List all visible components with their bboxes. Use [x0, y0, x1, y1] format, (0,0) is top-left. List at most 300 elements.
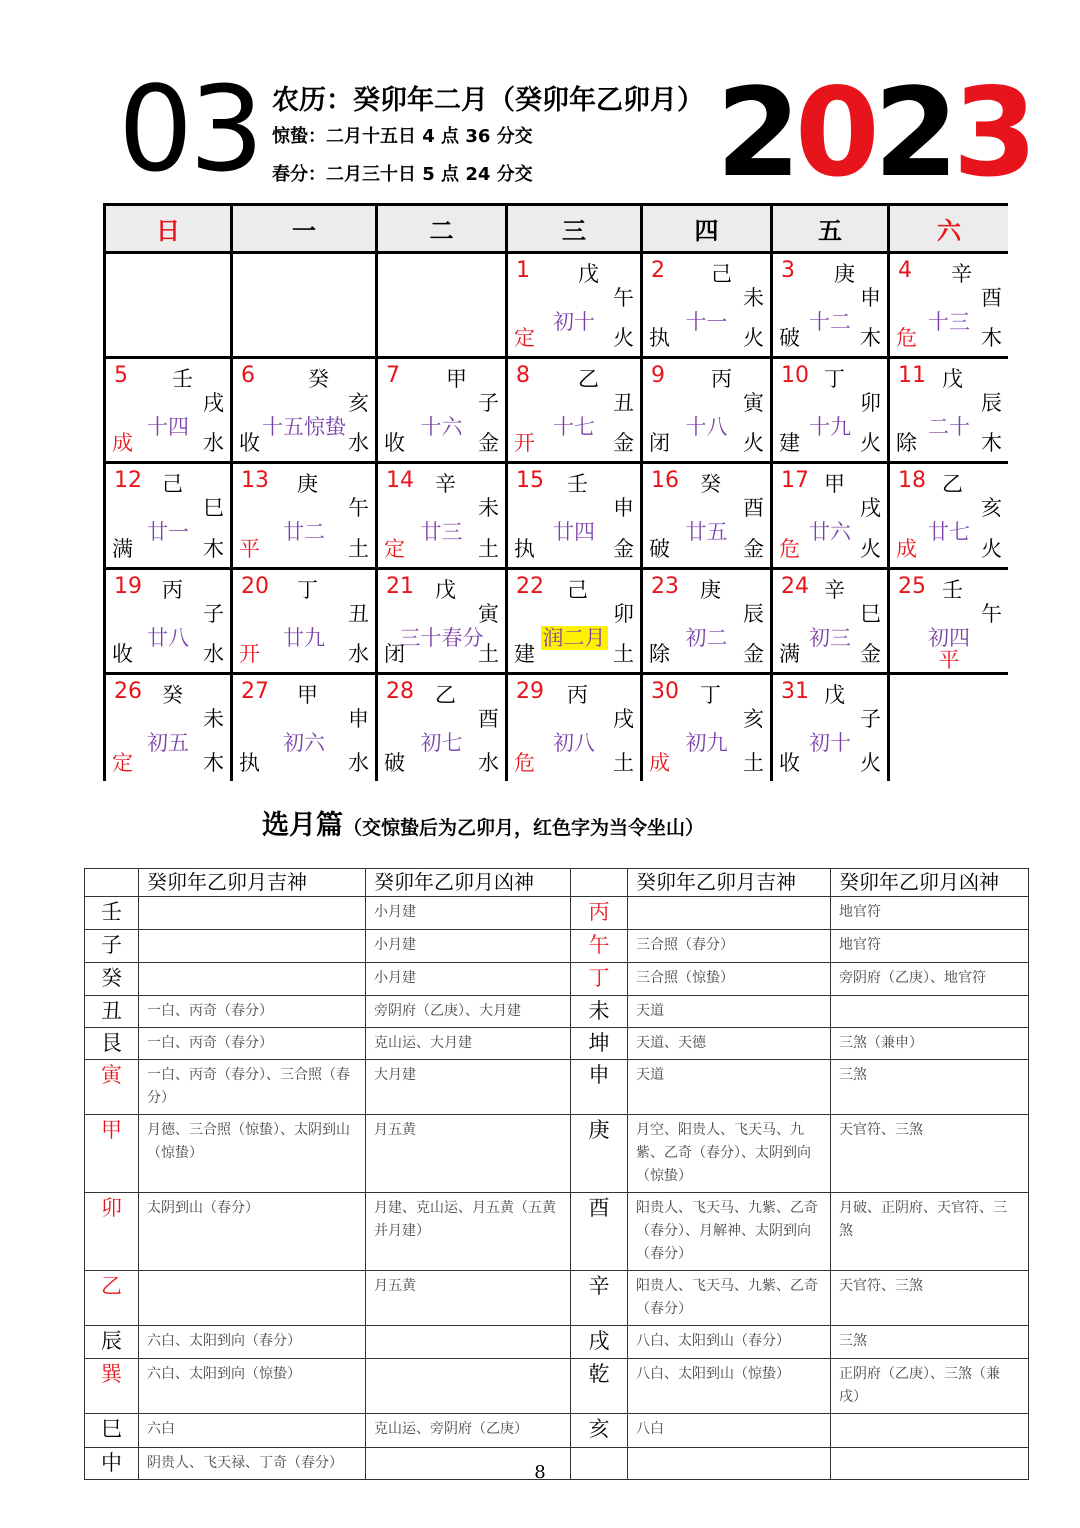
mountain-label: 巳 — [85, 1414, 139, 1448]
five-element: 金 — [478, 431, 499, 455]
day-number: 23 — [651, 574, 679, 599]
earthly-branch: 未 — [743, 286, 764, 310]
heavenly-stem: 丙 — [711, 367, 732, 391]
five-element: 火 — [860, 537, 881, 561]
heavenly-stem: 庚 — [700, 578, 721, 602]
day-number: 18 — [898, 468, 926, 493]
day-number: 4 — [898, 258, 912, 283]
lunar-date-text: 初六 — [283, 731, 325, 755]
day-cell — [773, 675, 890, 781]
earthly-branch: 卯 — [860, 391, 881, 415]
table-header-row — [85, 869, 1029, 897]
day-cell — [106, 570, 233, 675]
day-officer: 建 — [514, 642, 535, 666]
inauspicious-spirits: 月建、克山运、月五黄（五黄并月建） — [366, 1193, 571, 1271]
lunar-date-text: 廿二 — [283, 520, 325, 544]
auspicious-spirits — [628, 897, 831, 930]
weekday-header: 四 — [643, 206, 773, 254]
heavenly-stem: 乙 — [942, 472, 963, 496]
five-element: 火 — [981, 537, 1002, 561]
inauspicious-spirits — [831, 996, 1029, 1028]
heavenly-stem: 甲 — [446, 367, 467, 391]
earthly-branch: 巳 — [860, 602, 881, 626]
five-element: 水 — [203, 642, 224, 666]
inauspicious-spirits: 小月建 — [366, 963, 571, 996]
five-element: 土 — [478, 642, 499, 666]
inauspicious-spirits: 天官符、三煞 — [831, 1271, 1029, 1326]
earthly-branch: 午 — [981, 602, 1002, 626]
lunar-date-text: 润二月 — [542, 626, 606, 650]
day-cell — [508, 359, 643, 464]
earthly-branch: 申 — [613, 496, 634, 520]
auspicious-spirits: 一白、丙奇（春分） — [139, 996, 366, 1028]
header-info — [272, 84, 704, 194]
inauspicious-spirits: 旁阴府（乙庚）、地官符 — [831, 963, 1029, 996]
inauspicious-spirits — [366, 1326, 571, 1359]
auspicious-spirits: 月德、三合照（惊蛰）、太阴到山（惊蛰） — [139, 1115, 366, 1193]
inauspicious-spirits: 克山运、旁阴府（乙庚） — [366, 1414, 571, 1448]
day-officer: 破 — [649, 537, 670, 561]
day-officer: 除 — [649, 642, 670, 666]
inauspicious-spirits: 克山运、大月建 — [366, 1028, 571, 1060]
lunar-date-text: 十四 — [147, 415, 189, 439]
lunar-date-text: 廿九 — [283, 626, 325, 650]
auspicious-spirits: 月空、阳贵人、飞天马、九紫、乙奇（春分）、太阴到向（惊蛰） — [628, 1115, 831, 1193]
five-element: 土 — [613, 751, 634, 775]
auspicious-spirits: 一白、丙奇（春分）、三合照（春分） — [139, 1060, 366, 1115]
day-number: 8 — [516, 363, 530, 388]
auspicious-spirits — [139, 930, 366, 963]
earthly-branch: 寅 — [743, 391, 764, 415]
earthly-branch: 未 — [478, 496, 499, 520]
day-officer: 成 — [112, 431, 133, 455]
heavenly-stem: 甲 — [824, 472, 845, 496]
lunar-date-text: 二十 — [928, 415, 970, 439]
five-element: 水 — [348, 751, 369, 775]
year-digit: 0 — [794, 62, 874, 204]
day-officer: 开 — [514, 431, 535, 455]
mountain-label: 辛 — [571, 1271, 628, 1326]
mountain-label: 寅 — [85, 1060, 139, 1115]
day-officer: 满 — [112, 537, 133, 561]
day-officer: 开 — [239, 642, 260, 666]
lunar-date-text: 廿八 — [147, 626, 189, 650]
table-row — [85, 1193, 1029, 1271]
earthly-branch: 午 — [348, 496, 369, 520]
day-cell — [233, 675, 378, 781]
lunar-date-text: 初七 — [420, 731, 463, 755]
day-officer: 除 — [896, 431, 917, 455]
earthly-branch: 戌 — [860, 496, 881, 520]
day-officer: 满 — [779, 642, 800, 666]
inauspicious-spirits: 小月建 — [366, 930, 571, 963]
day-cell — [890, 359, 1008, 464]
heavenly-stem: 己 — [162, 472, 183, 496]
inauspicious-spirits: 地官符 — [831, 897, 1029, 930]
day-number: 30 — [651, 679, 679, 704]
auspicious-spirits: 太阴到山（春分） — [139, 1193, 366, 1271]
day-cell — [508, 254, 643, 359]
mountain-label: 丑 — [85, 996, 139, 1028]
mountain-label: 丙 — [571, 897, 628, 930]
day-number: 7 — [386, 363, 400, 388]
lunar-date-text: 十七 — [553, 415, 595, 439]
lunar-date-text: 初二 — [685, 626, 728, 650]
inauspicious-spirits: 正阴府（乙庚）、三煞（兼戌） — [831, 1359, 1029, 1414]
solar-term-jingzhe: 惊蛰：二月十五日 4 点 36 分交 — [272, 126, 533, 147]
mountain-label: 午 — [571, 930, 628, 963]
day-number: 27 — [241, 679, 269, 704]
day-number: 2 — [651, 258, 665, 283]
auspicious-spirits: 八白、太阳到山（惊蛰） — [628, 1359, 831, 1414]
heavenly-stem: 甲 — [297, 683, 318, 707]
five-element: 土 — [613, 642, 634, 666]
lunar-date-text: 初八 — [553, 731, 595, 755]
heavenly-stem: 癸 — [162, 683, 183, 707]
page-number: 8 — [534, 1462, 546, 1483]
day-cell — [378, 675, 508, 781]
day-number: 26 — [114, 679, 142, 704]
five-element: 金 — [613, 537, 634, 561]
heavenly-stem: 丁 — [297, 578, 318, 602]
auspicious-spirits: 阴贵人、飞天禄、丁奇（春分） — [139, 1448, 366, 1480]
year-digit: 2 — [873, 62, 953, 204]
section-title-main: 选月篇 — [262, 810, 343, 841]
mountain-label: 中 — [85, 1448, 139, 1480]
table-row — [85, 1060, 1029, 1115]
auspicious-spirits — [139, 963, 366, 996]
five-element: 水 — [203, 431, 224, 455]
day-officer: 破 — [384, 751, 405, 775]
day-cell — [890, 254, 1008, 359]
auspicious-spirits: 天道 — [628, 1060, 831, 1115]
heavenly-stem: 戊 — [942, 367, 963, 391]
five-element: 金 — [743, 642, 764, 666]
header-empty — [85, 869, 139, 897]
heavenly-stem: 壬 — [172, 367, 193, 391]
day-cell — [643, 570, 773, 675]
day-officer: 收 — [384, 431, 405, 455]
heavenly-stem: 辛 — [435, 472, 456, 496]
weekday-header: 五 — [773, 206, 890, 254]
five-element: 火 — [613, 326, 634, 350]
lunar-date-text: 廿六 — [809, 520, 851, 544]
day-cell — [508, 675, 643, 781]
lunar-date-text: 十九 — [809, 415, 851, 439]
lunar-date-text: 十五惊蛰 — [262, 415, 346, 439]
day-officer: 成 — [649, 751, 670, 775]
earthly-branch: 酉 — [478, 707, 499, 731]
header-auspicious: 癸卯年乙卯月吉神 — [628, 869, 831, 897]
heavenly-stem: 丁 — [824, 367, 845, 391]
day-officer: 定 — [384, 537, 405, 561]
lunar-date-text: 十六 — [420, 415, 463, 439]
auspicious-spirits: 六白、太阳到向（春分） — [139, 1326, 366, 1359]
earthly-branch: 子 — [478, 391, 499, 415]
day-cell — [773, 570, 890, 675]
auspicious-spirits: 天道 — [628, 996, 831, 1028]
day-officer: 执 — [239, 751, 260, 775]
mountain-label: 戌 — [571, 1326, 628, 1359]
lunar-date-text: 三十春分 — [399, 626, 484, 650]
day-cell — [773, 359, 890, 464]
auspicious-spirits: 三合照（惊蛰） — [628, 963, 831, 996]
empty-day-cell — [106, 254, 233, 359]
day-officer: 收 — [239, 431, 260, 455]
mountain-label: 庚 — [571, 1115, 628, 1193]
day-cell — [643, 254, 773, 359]
auspicious-spirits: 六白、太阳到向（惊蛰） — [139, 1359, 366, 1414]
day-cell — [643, 675, 773, 781]
day-cell — [233, 359, 378, 464]
inauspicious-spirits: 月五黄 — [366, 1271, 571, 1326]
mountain-label: 坤 — [571, 1028, 628, 1060]
table-row — [85, 897, 1029, 930]
earthly-branch: 酉 — [981, 286, 1002, 310]
day-number: 5 — [114, 363, 128, 388]
day-number: 12 — [114, 468, 142, 493]
header-inauspicious: 癸卯年乙卯月凶神 — [831, 869, 1029, 897]
weekday-header: 六 — [890, 206, 1008, 254]
day-officer: 定 — [112, 751, 133, 775]
day-cell — [773, 254, 890, 359]
day-officer: 执 — [649, 326, 670, 350]
empty-day-cell — [233, 254, 378, 359]
day-cell — [233, 464, 378, 570]
five-element: 木 — [981, 431, 1002, 455]
table-row — [85, 996, 1029, 1028]
mountain-label: 丁 — [571, 963, 628, 996]
earthly-branch: 申 — [348, 707, 369, 731]
header-inauspicious: 癸卯年乙卯月凶神 — [366, 869, 571, 897]
earthly-branch: 申 — [860, 286, 881, 310]
lunar-date-text: 廿七 — [928, 520, 970, 544]
inauspicious-spirits — [831, 1414, 1029, 1448]
section-title — [262, 803, 704, 842]
day-officer: 闭 — [384, 642, 405, 666]
auspicious-spirits: 一白、丙奇（春分） — [139, 1028, 366, 1060]
heavenly-stem: 戊 — [435, 578, 456, 602]
lunar-date-text: 初十 — [809, 731, 851, 755]
inauspicious-spirits: 旁阴府（乙庚）、大月建 — [366, 996, 571, 1028]
earthly-branch: 丑 — [348, 602, 369, 626]
day-cell — [890, 464, 1008, 570]
auspicious-spirits: 三合照（春分） — [628, 930, 831, 963]
day-number: 19 — [114, 574, 142, 599]
earthly-branch: 酉 — [743, 496, 764, 520]
weekday-header: 二 — [378, 206, 508, 254]
inauspicious-spirits: 小月建 — [366, 897, 571, 930]
inauspicious-spirits: 天官符、三煞 — [831, 1115, 1029, 1193]
day-number: 13 — [241, 468, 269, 493]
heavenly-stem: 丙 — [567, 683, 588, 707]
header-auspicious: 癸卯年乙卯月吉神 — [139, 869, 366, 897]
lunar-date-text: 十一 — [685, 310, 728, 334]
heavenly-stem: 辛 — [951, 262, 972, 286]
heavenly-stem: 戊 — [578, 262, 599, 286]
day-number: 11 — [898, 363, 926, 388]
heavenly-stem: 己 — [567, 578, 588, 602]
mountain-label: 卯 — [85, 1193, 139, 1271]
auspicious-spirits: 八白 — [628, 1414, 831, 1448]
lunar-date-text: 十二 — [809, 310, 851, 334]
earthly-branch: 亥 — [348, 391, 369, 415]
solar-term-chunfen: 春分：二月三十日 5 点 24 分交 — [272, 164, 533, 185]
mountain-label: 艮 — [85, 1028, 139, 1060]
mountain-label: 子 — [85, 930, 139, 963]
day-officer: 危 — [896, 326, 917, 350]
five-element: 木 — [203, 751, 224, 775]
day-number: 31 — [781, 679, 809, 704]
day-number: 6 — [241, 363, 255, 388]
heavenly-stem: 丁 — [700, 683, 721, 707]
five-element: 火 — [743, 326, 764, 350]
year-digit: 2 — [716, 62, 795, 204]
empty-day-cell — [890, 675, 1008, 781]
day-number: 25 — [898, 574, 926, 599]
heavenly-stem: 戊 — [824, 683, 845, 707]
inauspicious-spirits: 月破、正阴府、天官符、三煞 — [831, 1193, 1029, 1271]
heavenly-stem: 壬 — [567, 472, 588, 496]
earthly-branch: 子 — [860, 707, 881, 731]
day-cell — [378, 464, 508, 570]
table-row — [85, 1028, 1029, 1060]
table-row — [85, 1115, 1029, 1193]
day-number: 1 — [516, 258, 530, 283]
lunar-date-text: 廿五 — [685, 520, 728, 544]
mountain-label: 甲 — [85, 1115, 139, 1193]
table-row — [85, 1326, 1029, 1359]
empty-day-cell — [378, 254, 508, 359]
five-element: 木 — [981, 326, 1002, 350]
five-element: 火 — [743, 431, 764, 455]
day-cell — [890, 570, 1008, 675]
five-element: 火 — [860, 431, 881, 455]
mountain-label: 申 — [571, 1060, 628, 1115]
day-number: 17 — [781, 468, 809, 493]
earthly-branch: 卯 — [613, 602, 634, 626]
lunar-date-text: 初三 — [809, 626, 851, 650]
day-cell — [378, 359, 508, 464]
day-cell — [643, 359, 773, 464]
mountain-label: 未 — [571, 996, 628, 1028]
five-element: 土 — [478, 537, 499, 561]
day-officer: 平 — [938, 648, 960, 672]
mountain-label: 亥 — [571, 1414, 628, 1448]
earthly-branch: 寅 — [478, 602, 499, 626]
table-row — [85, 1414, 1029, 1448]
table-row — [85, 1271, 1029, 1326]
day-officer: 收 — [779, 751, 800, 775]
heavenly-stem: 丙 — [162, 578, 183, 602]
day-officer: 收 — [112, 642, 133, 666]
five-element: 火 — [860, 751, 881, 775]
weekday-header: 三 — [508, 206, 643, 254]
earthly-branch: 戌 — [613, 707, 634, 731]
inauspicious-spirits: 三煞 — [831, 1326, 1029, 1359]
auspicious-spirits — [139, 1271, 366, 1326]
weekday-header: 一 — [233, 206, 378, 254]
month-number: 03 — [118, 60, 261, 198]
table-row — [85, 1359, 1029, 1414]
five-element: 木 — [203, 537, 224, 561]
earthly-branch: 丑 — [613, 391, 634, 415]
header-empty — [571, 869, 628, 897]
day-number: 15 — [516, 468, 544, 493]
inauspicious-spirits — [366, 1359, 571, 1414]
heavenly-stem: 辛 — [824, 578, 845, 602]
lunar-date-text: 十三 — [928, 310, 970, 334]
mountain-label: 乙 — [85, 1271, 139, 1326]
five-element: 土 — [743, 751, 764, 775]
day-cell — [106, 464, 233, 570]
earthly-branch: 辰 — [981, 391, 1002, 415]
earthly-branch: 巳 — [203, 496, 224, 520]
day-officer: 执 — [514, 537, 535, 561]
day-cell — [773, 464, 890, 570]
day-officer: 定 — [514, 326, 535, 350]
lunar-date-text: 初十 — [553, 310, 595, 334]
lunar-date-text: 初五 — [147, 731, 189, 755]
day-cell — [233, 570, 378, 675]
earthly-branch: 子 — [203, 602, 224, 626]
day-officer: 危 — [514, 751, 535, 775]
inauspicious-spirits: 月五黄 — [366, 1115, 571, 1193]
earthly-branch: 辰 — [743, 602, 764, 626]
day-officer: 闭 — [649, 431, 670, 455]
day-number: 20 — [241, 574, 269, 599]
day-number: 14 — [386, 468, 414, 493]
lunar-date-text: 廿一 — [147, 520, 189, 544]
auspicious-spirits — [139, 897, 366, 930]
mountain-label: 壬 — [85, 897, 139, 930]
five-element: 水 — [348, 642, 369, 666]
mountain-label: 巽 — [85, 1359, 139, 1414]
five-element: 土 — [348, 537, 369, 561]
earthly-branch: 亥 — [981, 496, 1002, 520]
inauspicious-spirits: 三煞（兼申） — [831, 1028, 1029, 1060]
day-cell — [643, 464, 773, 570]
five-element: 金 — [743, 537, 764, 561]
heavenly-stem: 乙 — [435, 683, 456, 707]
month-selection-table — [84, 868, 1029, 1480]
day-officer: 建 — [779, 431, 800, 455]
heavenly-stem: 癸 — [308, 367, 329, 391]
day-officer: 平 — [239, 537, 260, 561]
earthly-branch: 未 — [203, 707, 224, 731]
heavenly-stem: 癸 — [700, 472, 721, 496]
day-number: 21 — [386, 574, 414, 599]
five-element: 木 — [860, 326, 881, 350]
day-officer: 破 — [779, 326, 800, 350]
day-cell — [508, 464, 643, 570]
day-number: 16 — [651, 468, 679, 493]
lunar-date-text: 初四 — [928, 626, 970, 650]
five-element: 水 — [478, 751, 499, 775]
auspicious-spirits: 六白 — [139, 1414, 366, 1448]
heavenly-stem: 乙 — [578, 367, 599, 391]
day-cell — [508, 570, 643, 675]
table-row — [85, 930, 1029, 963]
earthly-branch: 午 — [613, 286, 634, 310]
day-number: 3 — [781, 258, 795, 283]
auspicious-spirits: 天道、天德 — [628, 1028, 831, 1060]
heavenly-stem: 己 — [711, 262, 732, 286]
earthly-branch: 亥 — [743, 707, 764, 731]
lunar-date-text: 初九 — [685, 731, 728, 755]
section-title-note: （交惊蛰后为乙卯月，红色字为当令坐山） — [343, 817, 705, 839]
mountain-label: 癸 — [85, 963, 139, 996]
